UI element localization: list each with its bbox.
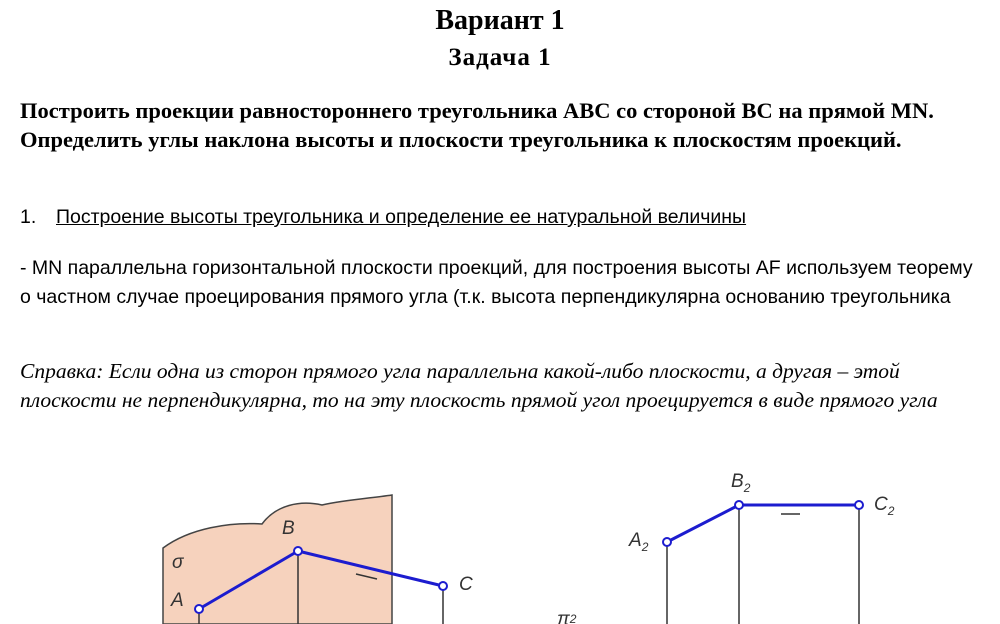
label-a: A [171, 590, 184, 611]
label-b: B [282, 518, 295, 539]
section-title: Построение высоты треугольника и определение ее натуральной величины [56, 206, 747, 228]
point-b [294, 547, 302, 555]
label-a2: $A_2$ [629, 530, 649, 554]
point-b2 [735, 501, 743, 509]
reference-note: Справка: Если одна из сторон прямого угла параллельна какой-либо плоскости, а другая – этой плоскости не перпендикулярна, то на эту плоскость прямой угол проецируется в виде прямого угла [20, 359, 938, 412]
task-number: Задача 1 [448, 44, 552, 71]
segment-a2b2 [667, 505, 739, 542]
section-number: 1. [20, 206, 37, 228]
point-c [439, 582, 447, 590]
plane-label: σ [172, 552, 184, 573]
point-a2 [663, 538, 671, 546]
label-b2: $B_2$ [731, 471, 751, 495]
point-c2 [855, 501, 863, 509]
label-c: C [459, 574, 473, 595]
left-figure [163, 495, 473, 624]
point-a [195, 605, 203, 613]
page-title: Вариант 1 [435, 5, 565, 36]
explanation-paragraph: - MN параллельна горизонтальной плоскости проекций, для построения высоты AF используем теорему о частном случае проецирования прямого угла (т.к. высота перпендикулярна основанию треугольника [20, 257, 973, 308]
right-figure [557, 471, 895, 624]
label-c2: $C_2$ [874, 494, 895, 518]
task-statement: Построить проекции равностороннего треугольника ABC со стороной BC на прямой MN. Определить углы наклона высоты и плоскости треугольника к плоскостям проекций. [20, 98, 934, 152]
label-pi2: π2 [557, 609, 577, 624]
